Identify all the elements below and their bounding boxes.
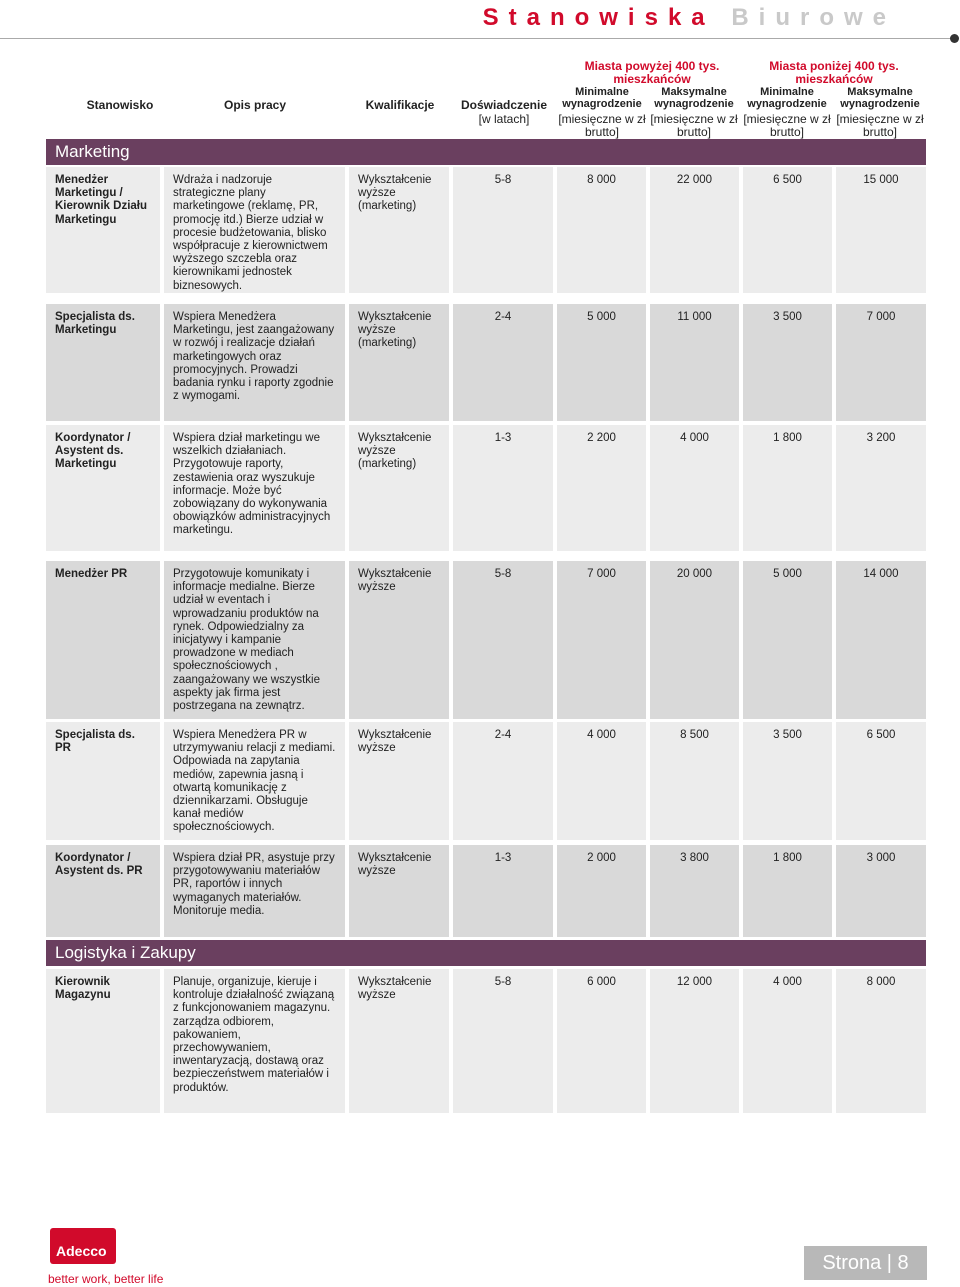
unit-min-below: [miesięczne w zł brutto] xyxy=(743,112,831,139)
cell-opis: Wspiera Menedżera Marketingu, jest zaangażowany w rozwój i realizacje działań marketingowych oraz promocyjnych. Prowadzi badania rynku i raporty zgodnie z wymogami. xyxy=(164,304,345,421)
cell-min-below: 1 800 xyxy=(743,425,832,551)
cell-stanowisko: Specjalista ds. Marketingu xyxy=(46,304,160,421)
cell-min-below: 3 500 xyxy=(743,304,832,421)
col-header-stanowisko: Stanowisko xyxy=(86,98,154,112)
col-header-opis: Opis pracy xyxy=(223,98,287,112)
cell-doswiadczenie: 2-4 xyxy=(453,304,553,421)
cell-min-above: 2 200 xyxy=(557,425,646,551)
cell-opis: Wdraża i nadzoruje strategiczne plany marketingowe (reklamę, PR, promocję itd.) Bierze udział w procesie budżetowania, blisko współpracuje z kierownictwem wyższego szczebla oraz kierownikami jednostek biznesowych. xyxy=(164,167,345,293)
cell-max-above: 8 500 xyxy=(650,722,739,840)
title-word-2: Biurowe xyxy=(731,4,896,31)
cell-min-above: 8 000 xyxy=(557,167,646,293)
cell-min-below: 3 500 xyxy=(743,722,832,840)
cell-min-above: 7 000 xyxy=(557,561,646,719)
unit-max-above: [miesięczne w zł brutto] xyxy=(650,112,738,139)
cell-stanowisko: Kierownik Magazynu xyxy=(46,969,160,1113)
sub-min-above: Minimalne wynagrodzenie xyxy=(562,86,642,110)
cell-max-below: 15 000 xyxy=(836,167,926,293)
cell-max-below: 3 000 xyxy=(836,845,926,937)
title-word-1: Stanowiska xyxy=(482,4,715,31)
cell-kwalifikacje: Wykształcenie wyższe (marketing) xyxy=(349,167,449,293)
page-header-title xyxy=(483,4,896,32)
cell-doswiadczenie: 5-8 xyxy=(453,969,553,1113)
sub-min-below: Minimalne wynagrodzenie xyxy=(747,86,827,110)
cell-min-above: 5 000 xyxy=(557,304,646,421)
header-divider xyxy=(0,38,954,39)
cell-max-above: 20 000 xyxy=(650,561,739,719)
city-group-above: Miasta powyżej 400 tys. mieszkańców xyxy=(584,59,720,86)
section-bar-logistyka: Logistyka i Zakupy xyxy=(46,940,926,966)
cell-max-above: 22 000 xyxy=(650,167,739,293)
sub-max-above: Maksymalne wynagrodzenie xyxy=(654,86,734,110)
cell-stanowisko: Koordynator / Asystent ds. PR xyxy=(46,845,160,937)
unit-min-above: [miesięczne w zł brutto] xyxy=(558,112,646,139)
cell-opis: Wspiera Menedżera PR w utrzymywaniu relacji z mediami. Odpowiada na zapytania mediów, zapewnia jasną i otwartą komunikację z dziennikarzami. Obsługuje kanał mediów społecznościowych. xyxy=(164,722,345,840)
cell-kwalifikacje: Wykształcenie wyższe (marketing) xyxy=(349,304,449,421)
cell-opis: Wspiera dział marketingu we wszelkich działaniach. Przygotowuje raporty, zestawienia oraz wyszukuje informacje. Może być zobowiązany do wykonywania obowiązków administracyjnych marketingu. xyxy=(164,425,345,551)
cell-kwalifikacje: Wykształcenie wyższe (marketing) xyxy=(349,425,449,551)
cell-min-below: 4 000 xyxy=(743,969,832,1113)
cell-doswiadczenie: 2-4 xyxy=(453,722,553,840)
adecco-logo xyxy=(50,1228,116,1264)
cell-max-below: 8 000 xyxy=(836,969,926,1113)
sub-max-below: Maksymalne wynagrodzenie xyxy=(840,86,920,110)
cell-kwalifikacje: Wykształcenie wyższe xyxy=(349,969,449,1113)
cell-kwalifikacje: Wykształcenie wyższe xyxy=(349,845,449,937)
cell-doswiadczenie: 1-3 xyxy=(453,845,553,937)
cell-min-above: 6 000 xyxy=(557,969,646,1113)
cell-max-above: 12 000 xyxy=(650,969,739,1113)
cell-opis: Planuje, organizuje, kieruje i kontroluje działalność związaną z funkcjonowaniem magazynu. zarządza odbiorem, pakowaniem, przechowywaniem, inwentaryzacją, dostawą oraz bezpieczeństwem materiałów i produktów. xyxy=(164,969,345,1113)
col-header-doswiadczenie-unit: [w latach] xyxy=(478,112,530,126)
cell-min-above: 4 000 xyxy=(557,722,646,840)
divider-dot xyxy=(950,34,959,43)
unit-max-below: [miesięczne w zł brutto] xyxy=(836,112,924,139)
cell-stanowisko: Koordynator / Asystent ds. Marketingu xyxy=(46,425,160,551)
cell-max-below: 3 200 xyxy=(836,425,926,551)
cell-opis: Przygotowuje komunikaty i informacje medialne. Bierze udział w eventach i wprowadzaniu produktów na rynek. Odpowiedzialny za inicjatywy i kampanie prowadzone w mediach społecznościowych , zaangażowany we wszystkie aspekty jak firma jest postrzegana na zewnątrz. xyxy=(164,561,345,719)
cell-doswiadczenie: 1-3 xyxy=(453,425,553,551)
cell-doswiadczenie: 5-8 xyxy=(453,561,553,719)
city-group-below: Miasta poniżej 400 tys. mieszkańców xyxy=(769,59,899,86)
col-header-doswiadczenie: Doświadczenie xyxy=(460,98,548,112)
logo-text: Adecco xyxy=(56,1243,107,1259)
col-header-kwalifikacje: Kwalifikacje xyxy=(365,98,435,112)
cell-min-below: 6 500 xyxy=(743,167,832,293)
cell-max-below: 14 000 xyxy=(836,561,926,719)
cell-min-below: 5 000 xyxy=(743,561,832,719)
cell-max-above: 11 000 xyxy=(650,304,739,421)
tagline: better work, better life xyxy=(48,1272,164,1286)
cell-max-below: 6 500 xyxy=(836,722,926,840)
cell-min-above: 2 000 xyxy=(557,845,646,937)
cell-max-below: 7 000 xyxy=(836,304,926,421)
section-bar-marketing: Marketing xyxy=(46,139,926,165)
cell-doswiadczenie: 5-8 xyxy=(453,167,553,293)
cell-kwalifikacje: Wykształcenie wyższe xyxy=(349,722,449,840)
cell-stanowisko: Specjalista ds. PR xyxy=(46,722,160,840)
cell-max-above: 4 000 xyxy=(650,425,739,551)
cell-stanowisko: Menedżer PR xyxy=(46,561,160,719)
cell-min-below: 1 800 xyxy=(743,845,832,937)
cell-stanowisko: Menedżer Marketingu / Kierownik Działu Marketingu xyxy=(46,167,160,293)
cell-kwalifikacje: Wykształcenie wyższe xyxy=(349,561,449,719)
cell-opis: Wspiera dział PR, asystuje przy przygotowywaniu materiałów PR, raportów i innych wymaganych materiałów. Monitoruje media. xyxy=(164,845,345,937)
page-number: Strona | 8 xyxy=(804,1246,927,1280)
cell-max-above: 3 800 xyxy=(650,845,739,937)
